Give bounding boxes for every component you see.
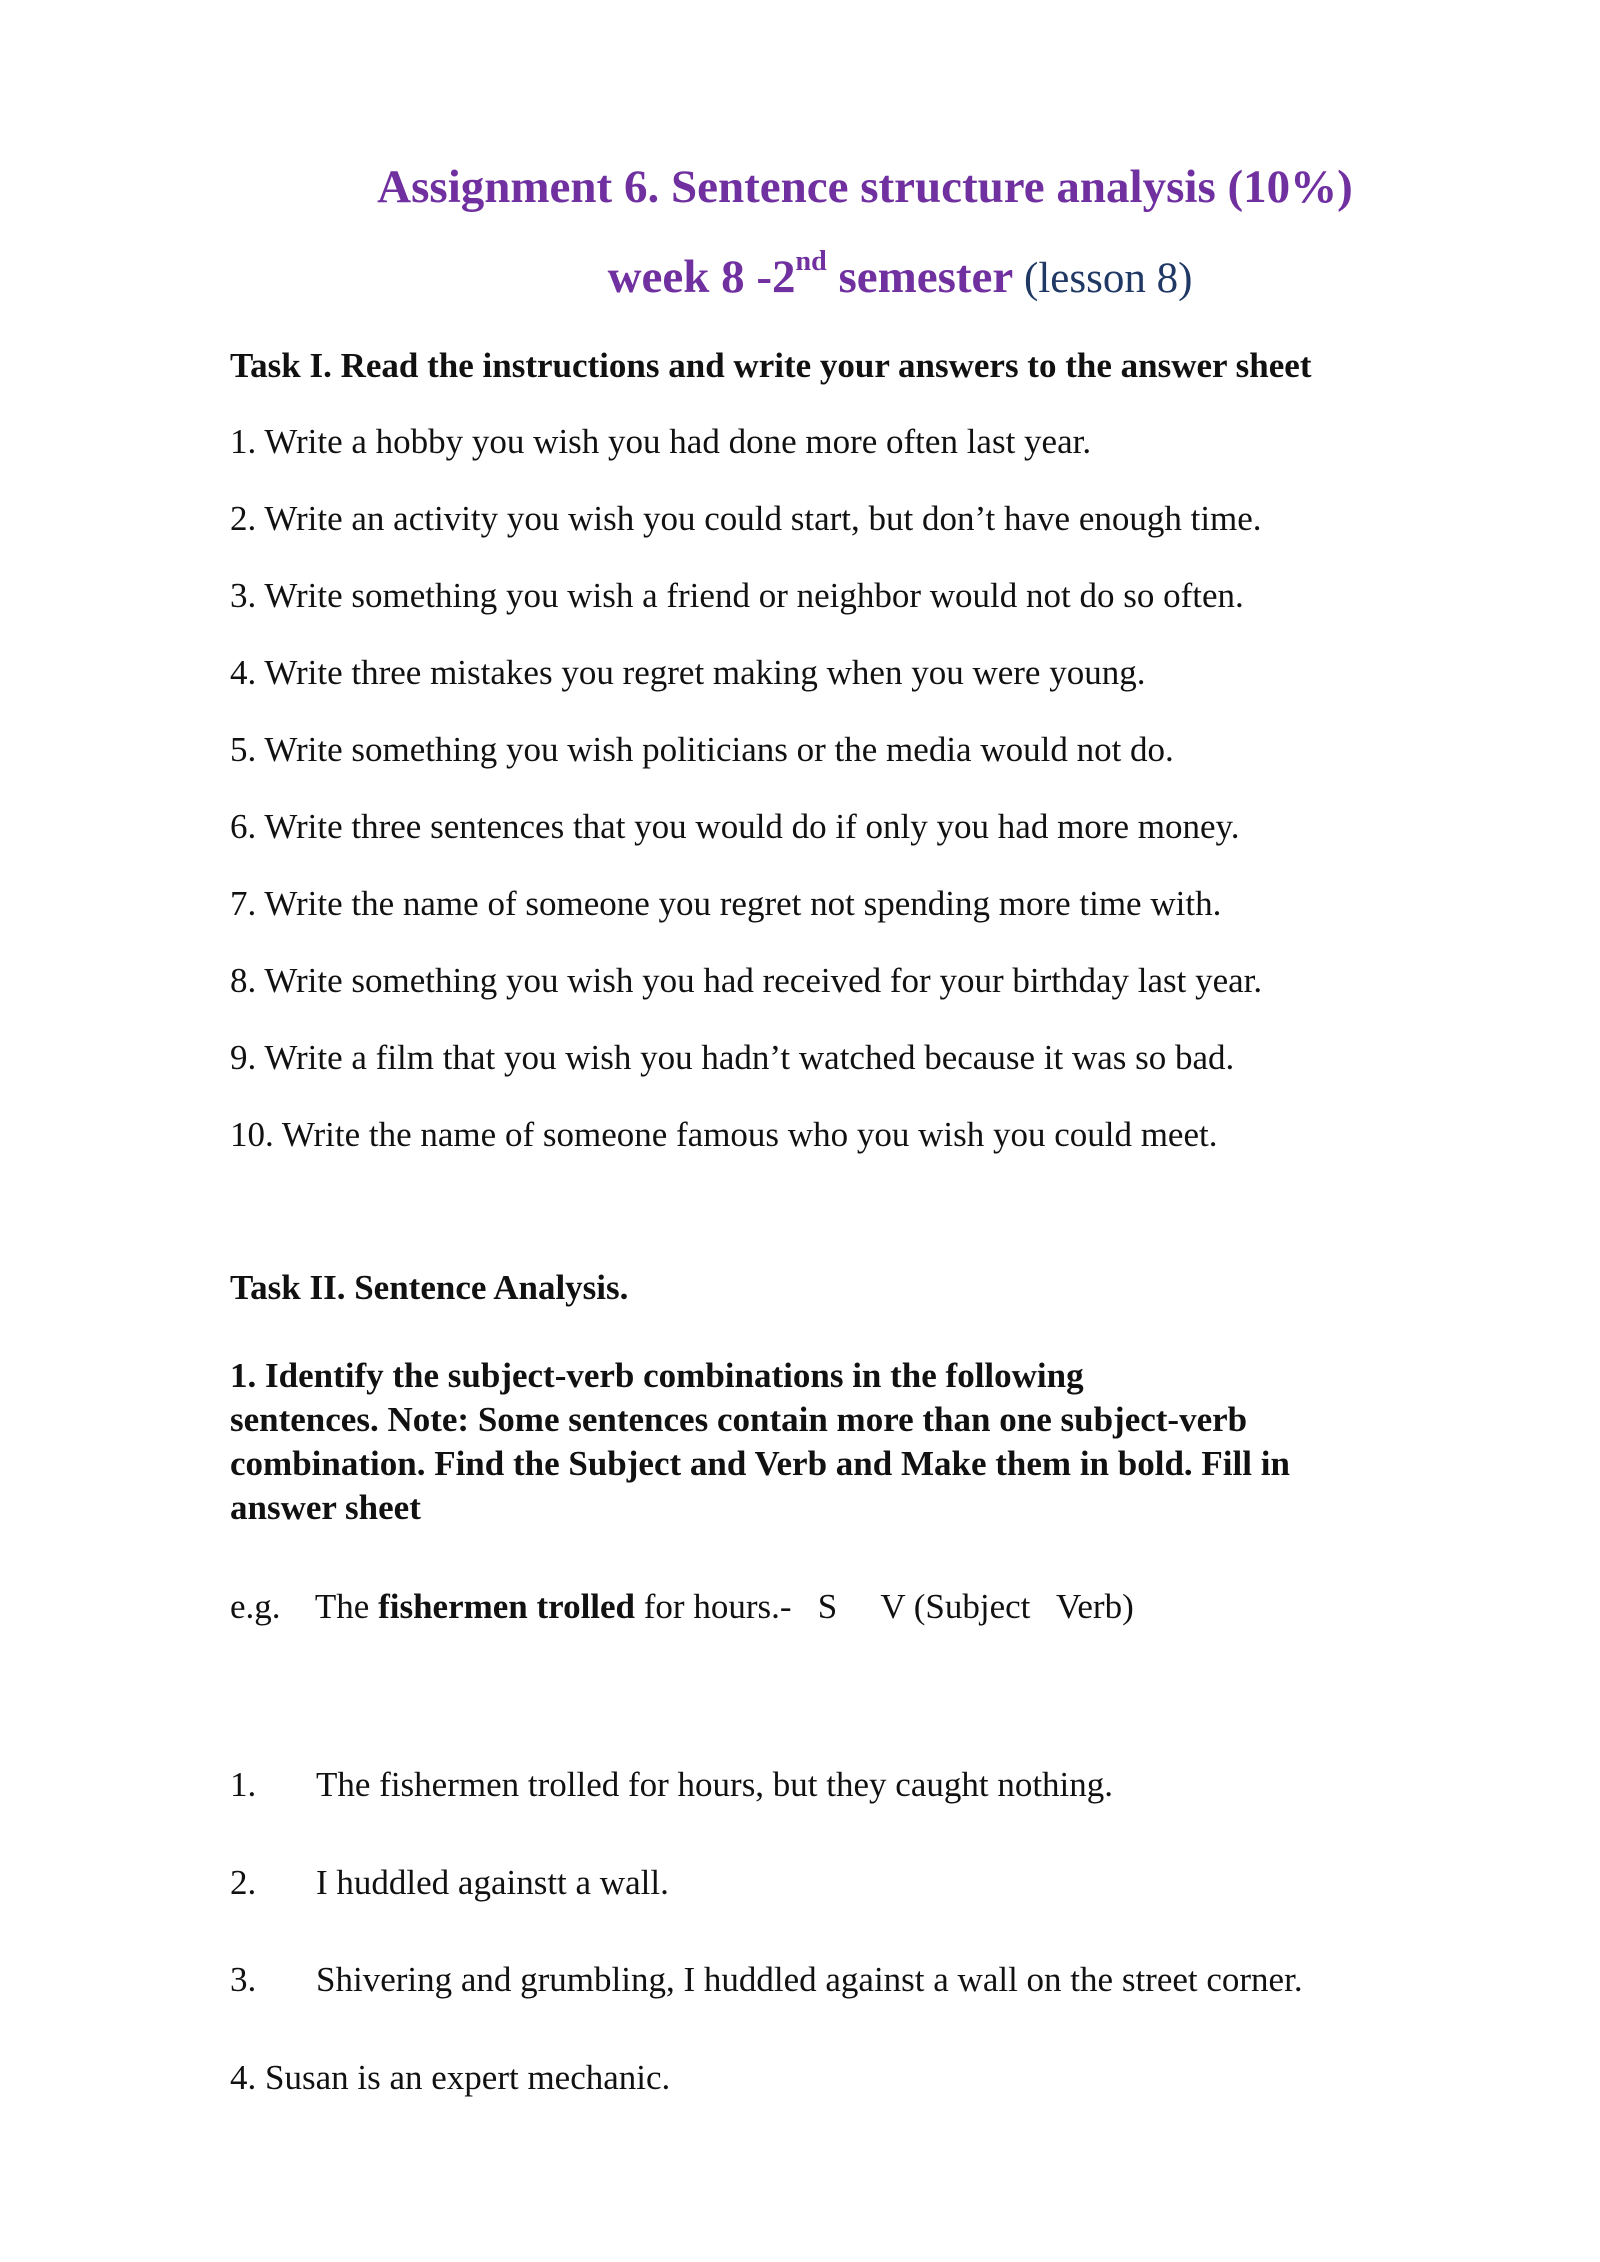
task1-item: 8. Write something you wish you had received for your birthday last year. — [230, 961, 1263, 1000]
sentence-item — [230, 1765, 1113, 1805]
task1-item: 3. Write something you wish a friend or neighbor would not do so often. — [230, 576, 1244, 615]
task1-item: 9. Write a film that you wish you hadn’t watched because it was so bad. — [230, 1038, 1235, 1077]
task1-heading: Task I. Read the instructions and write your answers to the answer sheet — [230, 346, 1312, 385]
task1-item: 6. Write three sentences that you would do if only you had more money. — [230, 807, 1240, 846]
instruction-line: combination. Find the Subject and Verb and Make them in bold. Fill in — [230, 1444, 1290, 1483]
sentence-number: 1. — [230, 1765, 257, 1804]
example-sentence — [230, 1587, 1134, 1627]
sentence-item — [230, 1960, 1303, 2000]
task1-item: 4. Write three mistakes you regret making when you were young. — [230, 653, 1146, 692]
instruction-line: answer sheet — [230, 1488, 421, 1527]
page-title: Assignment 6. Sentence structure analysis (10%) — [377, 161, 1353, 213]
sentence-number: 3. — [230, 1960, 257, 1999]
example-bold: fishermen trolled — [378, 1587, 636, 1626]
task2-instruction — [230, 1354, 1410, 1530]
example-prefix: e.g. The — [230, 1587, 379, 1626]
sentence-item-last: 4. Susan is an expert mechanic. — [230, 2058, 671, 2097]
sentence-text: The fishermen trolled for hours, but they caught nothing. — [316, 1765, 1114, 1804]
task1-item: 10. Write the name of someone famous who you wish you could meet. — [230, 1115, 1218, 1154]
instruction-line: 1. Identify the subject-verb combinations in the following — [230, 1356, 1084, 1395]
sentence-item — [230, 1863, 669, 1903]
example-suffix: for hours.- S V (Subject Verb) — [635, 1587, 1134, 1626]
sentence-text: I huddled againstt a wall. — [316, 1863, 669, 1902]
task1-item: 2. Write an activity you wish you could start, but don’t have enough time. — [230, 499, 1262, 538]
page-subtitle — [0, 246, 1600, 304]
task1-item: 7. Write the name of someone you regret not spending more time with. — [230, 884, 1222, 923]
subtitle-lesson: (lesson 8) — [1013, 255, 1193, 302]
sentence-number: 2. — [230, 1863, 257, 1902]
task1-item: 1. Write a hobby you wish you had done more often last year. — [230, 422, 1092, 461]
subtitle-week: week 8 -2 — [607, 251, 796, 303]
task2-heading: Task II. Sentence Analysis. — [230, 1268, 629, 1307]
task1-item: 5. Write something you wish politicians or the media would not do. — [230, 730, 1174, 769]
sentence-text: Shivering and grumbling, I huddled against a wall on the street corner. — [316, 1960, 1303, 1999]
subtitle-sup: nd — [795, 246, 827, 277]
subtitle-semester: semester — [826, 251, 1014, 303]
instruction-line: sentences. Note: Some sentences contain more than one subject-verb — [230, 1400, 1248, 1439]
